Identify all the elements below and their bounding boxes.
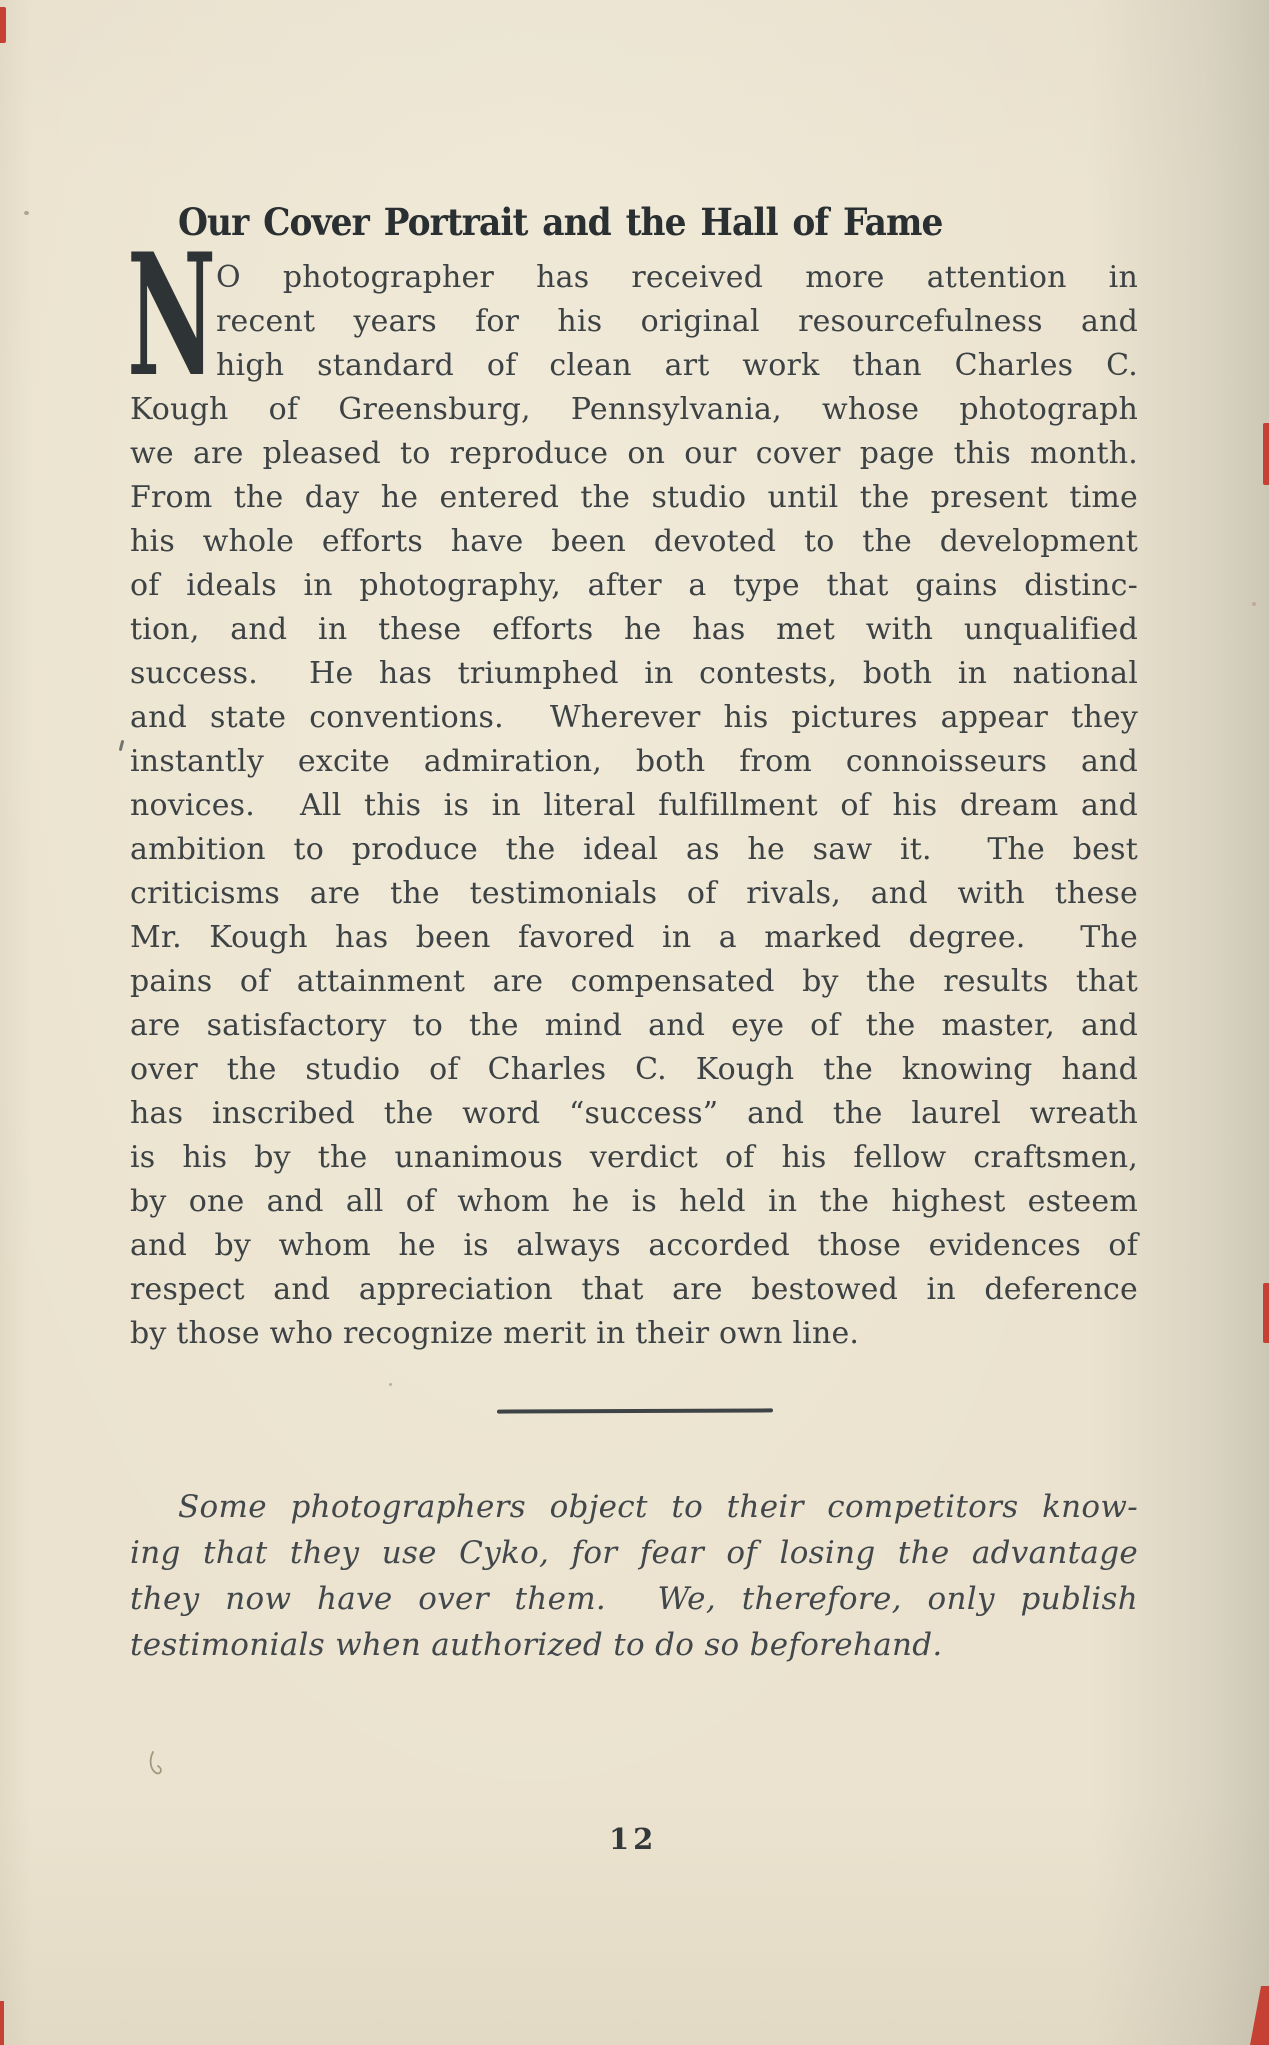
text-line: high standard of clean art work than Charles C.	[216, 348, 1138, 383]
text-line: pains of attainment are compensated by the results that	[130, 964, 1138, 999]
text-line: novices. All this is in literal fulfillment of his dream and	[130, 788, 1138, 823]
text-line: ing that they use Cyko, for fear of losing the advantage	[130, 1535, 1138, 1571]
text-line: and state conventions. Wherever his pictures appear they	[130, 700, 1138, 735]
text-line: From the day he entered the studio until the present time	[130, 480, 1138, 515]
text-line: O photographer has received more attention in	[216, 260, 1138, 295]
text-line: are satisfactory to the mind and eye of the master, and	[130, 1008, 1138, 1043]
red-edge-mark-bottom-right	[1250, 1986, 1269, 2045]
text-line: they now have over them. We, therefore, only publish	[130, 1581, 1138, 1617]
text-line: success. He has triumphed in contests, both in national	[130, 656, 1138, 691]
red-edge-mark-right-upper	[1263, 423, 1269, 485]
main-paragraph	[130, 388, 1138, 1356]
text-line: Mr. Kough has been favored in a marked degree. The	[130, 920, 1138, 955]
paragraph-beside-dropcap	[216, 256, 1138, 388]
italic-editorial-note	[130, 1484, 1138, 1668]
paper-speck	[389, 1383, 392, 1386]
text-line: instantly excite admiration, both from connoisseurs and	[130, 744, 1138, 779]
drop-cap-letter: N	[127, 216, 217, 414]
text-line: over the studio of Charles C. Kough the knowing hand	[130, 1052, 1138, 1087]
paper-speck	[1252, 602, 1256, 606]
red-edge-mark-right-lower	[1263, 1283, 1269, 1343]
text-line: respect and appreciation that are bestowed in deference	[130, 1272, 1138, 1307]
text-line: of ideals in photography, after a type that gains distinc-	[130, 568, 1138, 603]
section-divider-rule	[497, 1408, 773, 1413]
text-line: we are pleased to reproduce on our cover page this month.	[130, 436, 1138, 471]
text-line: and by whom he is always accorded those evidences of	[130, 1228, 1138, 1263]
text-line: ambition to produce the ideal as he saw it. The best	[130, 832, 1138, 867]
red-edge-mark-bottom-left	[0, 2001, 4, 2045]
text-line: testimonials when authorized to do so beforehand.	[130, 1627, 943, 1663]
stray-ink-mark	[119, 740, 125, 751]
text-line: Kough of Greensburg, Pennsylvania, whose photograph	[130, 392, 1138, 427]
handwritten-squiggle-mark	[148, 1750, 166, 1776]
text-line: by those who recognize merit in their own line.	[130, 1316, 860, 1351]
text-line: is his by the unanimous verdict of his fellow craftsmen,	[130, 1140, 1138, 1175]
red-edge-mark-top-left	[0, 7, 6, 43]
page-title: Our Cover Portrait and the Hall of Fame	[178, 199, 943, 244]
text-line: has inscribed the word “success” and the laurel wreath	[130, 1096, 1138, 1131]
text-line: his whole efforts have been devoted to the development	[130, 524, 1138, 559]
page-number: 12	[609, 1822, 658, 1856]
text-line: criticisms are the testimonials of rivals, and with these	[130, 876, 1138, 911]
text-line: Some photographers object to their competitors know-	[178, 1489, 1138, 1525]
paper-speck	[24, 211, 29, 215]
text-line: recent years for his original resourcefulness and	[216, 304, 1138, 339]
text-line: by one and all of whom he is held in the highest esteem	[130, 1184, 1138, 1219]
text-line: tion, and in these efforts he has met with unqualified	[130, 612, 1138, 647]
